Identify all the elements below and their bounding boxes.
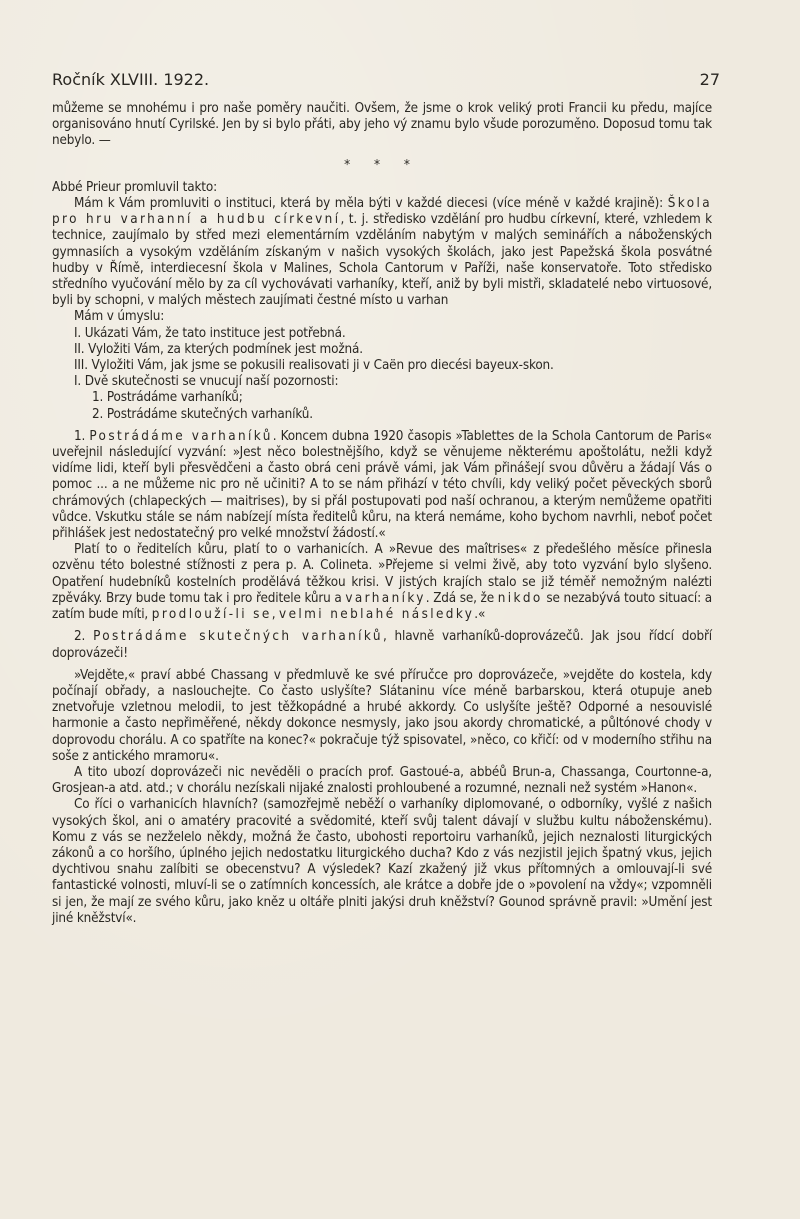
paragraph-real-organists bbox=[52, 629, 712, 661]
spaced-text: prodlouží-li se bbox=[151, 607, 272, 623]
paragraph-school-proposal bbox=[52, 196, 712, 309]
text-run: 1. bbox=[74, 428, 90, 444]
paragraph-choir-directors bbox=[52, 542, 712, 623]
journal-volume-title: Ročník XLVIII. 1922. bbox=[52, 70, 210, 89]
page-number: 27 bbox=[699, 70, 720, 89]
paragraph-chassang-quote: »Vejděte,« praví abbé Chassang v předmluvě ke své příručce pro doprovázeče, »vejděte do kostela, kdy počínají obřady, a naslouchejte. Co často uslyšíte? Slátaninu více méně barbarskou, která otupuje aneb znetvořuje vzletnou melodii, to jest těžkopádné a hrubé akkordy. Co uslyšíte ještě? Odporné a nesouvislé harmonie a často nepřiměřené, někdy dokonce nesmysly, jako jsou akordy chromatické, a půltónové chody v doprovodu chorálu. A co spatříte na konec?« pokračuje týž spisovatel, »něco, co křičí: od v moderního střihu na soše z antického mramoru«. bbox=[52, 667, 712, 764]
list-two-facts bbox=[52, 390, 712, 422]
paragraph-two-facts: I. Dvě skutečnosti se vnucují naší pozornosti: bbox=[74, 374, 339, 390]
running-header bbox=[52, 70, 720, 89]
text-run: 2. bbox=[74, 629, 94, 645]
text-run: Mám k Vám promluviti o instituci, která by měla býti v každé diecesi (více méně v každé krajině): bbox=[74, 196, 668, 212]
spaced-text: varhaníky bbox=[345, 590, 426, 606]
paragraph-intro: můžeme se mnohému i pro naše poměry naučiti. Ovšem, že jsme o krok veliký proti Francii ku předu, majíce organisováno hnutí Cyrilské. Jen by si bylo přáti, aby jeho vý znamu bylo všude porozuměno. Doposud tomu tak nebylo. — bbox=[52, 101, 712, 149]
list-main-points bbox=[52, 326, 712, 375]
spaced-text: velmi neblahé následky bbox=[279, 607, 475, 623]
spaced-text: Postrádáme varhaníků bbox=[89, 428, 273, 444]
paragraph-lack-of-organists bbox=[52, 429, 712, 542]
text-run: . Koncem dubna 1920 časopis »Tablettes de la Schola Cantorum de Paris« uveřejnil následující vyzvání: »Jest něco bolestnějšího, když se věnujeme některému apoštolátu, nežli když vidíme lidi, kteří byli přesvědčeni a často obrá ceni právě vámi, jak Vám přinášejí svou důvěru a žádají Vás o pomoc ... a ne můžeme nic pro ně učiniti? A to se nám přihází v této chvíli, kdy veliký počet pěveckých sborů chrámových (chlapeckých — maitrises), by si přál postupovati pod naší ochranou, a kterým nemůžeme opatřiti vůdce. Vskutku stále se nám nabízejí místa ředitelů kůru, na která nemáme, koho bychom navrhli, neboť počet přihlášek jest nedostatečný pro velké množství žádostí.« bbox=[52, 428, 712, 542]
text-run: , t. j. středisko vzdělání pro hudbu církevní, které, vzhledem k technice, zaujímalo by střed mezi elementárním vzděláním nabytým v malých seminářích a náboženských gymnasiích a vysokým vzděláním získaným v našich vysokých školách, jako jest Papežská škola posvátné hudby v Římě, interdiecesní škola v Malines, Schola Cantorum v Paříži, naše konservatoře. Toto středisko středního vyučování mělo by za cíl vychovávati varhaníky, kteří, aniž by byli mistři, skladatelé nebo virtuosové, byli by schopni, v malých městech zaujímati čestné místo u varhan bbox=[52, 212, 713, 309]
list-item: 2. Postrádáme skutečných varhaníků. bbox=[92, 406, 313, 422]
list-item: I. Ukázati Vám, že tato instituce jest potřebná. bbox=[74, 325, 346, 341]
text-run: , hlavně varhaníků-doprovázečů. Jak jsou řídcí dobří doprovázeči! bbox=[52, 629, 712, 661]
list-item: II. Vyložiti Vám, za kterých podmínek jest možná. bbox=[74, 341, 363, 357]
spaced-text: nikdo bbox=[497, 590, 543, 606]
text-run: se nezabývá touto situací: a zatím bude míti, bbox=[52, 590, 712, 623]
paragraph-intentions: Mám v úmyslu: bbox=[74, 309, 165, 325]
spaced-text-school-name: Škola pro hru varhanní a hudbu církevní bbox=[52, 196, 712, 228]
paragraph-main-organists: Co říci o varhanicích hlavních? (samozřejmě neběží o varhaníky diplomované, o odborníky, vyšlé z našich vysokých škol, ani o amatéry pracovité a svědomité, kteří svůj talent dávají v službu kultu náboženskému). Komu z vás se nezželelo někdy, možná že často, ubohosti reportoiru varhaníků, jejich neznalosti liturgických zákonů a co horšího, úplného jejich nedostatku liturgického ducha? Kdo z vás nezjistil jejich špatný vkus, jejich dychtivou snahu zalíbiti se obecenstvu? A výsledek? Kazí zkažený již vkus přítomných a omlouvají-li své fantastické volnosti, mluví-li se o zatímních koncessích, ale krátce a dobře jde o »povolení na vždy«; vzpomněli si jen, že mají ze svého kůru, jako kněz u oltáře plniti jakýsi druh kněžství? Gounod správně pravil: »Umění jest jiné kněžství«. bbox=[52, 797, 712, 926]
section-separator-stars: * * * bbox=[344, 157, 420, 173]
spaced-text: Postrádáme skutečných varhaníků bbox=[93, 629, 383, 645]
text-run: .« bbox=[474, 607, 486, 623]
text-run: . Zdá se, že bbox=[425, 590, 498, 606]
text-run: , bbox=[271, 607, 280, 623]
article-body bbox=[52, 101, 712, 927]
paragraph-poor-accompanists: A tito ubozí doprovázeči nic nevěděli o pracích prof. Gastoué-a, abbéů Brun-a, Chassanga, Courtonne-a, Grosjean-a atd. atd.; v chorálu nezískali nijaké znalosti prohloubené a rozumné, neznali než systém »Hanon«. bbox=[52, 764, 712, 797]
list-item: III. Vyložiti Vám, jak jsme se pokusili realisovati ji v Caën pro diecési bayeux-skon. bbox=[74, 358, 554, 374]
list-item: 1. Postrádáme varhaníků; bbox=[92, 390, 243, 406]
paragraph-abbe-prieur: Abbé Prieur promluvil takto: bbox=[52, 179, 218, 195]
text-run: Platí to o ředitelích kůru, platí to o varhanicích. A »Revue des maîtrises« z předešlého měsíce přinesla ozvěnu této bolestné stížnosti z pera p. A. Colineta. »Přejeme si velmi živě, aby toto vyzvání bylo slyšeno. Opatření hudebníků kostelních prodělává těžkou krisi. V jistých krajích stalo se již téměř nemožným nalézti zpěváky. Brzy bude tomu tak i pro ředitele kůru a bbox=[52, 542, 712, 606]
